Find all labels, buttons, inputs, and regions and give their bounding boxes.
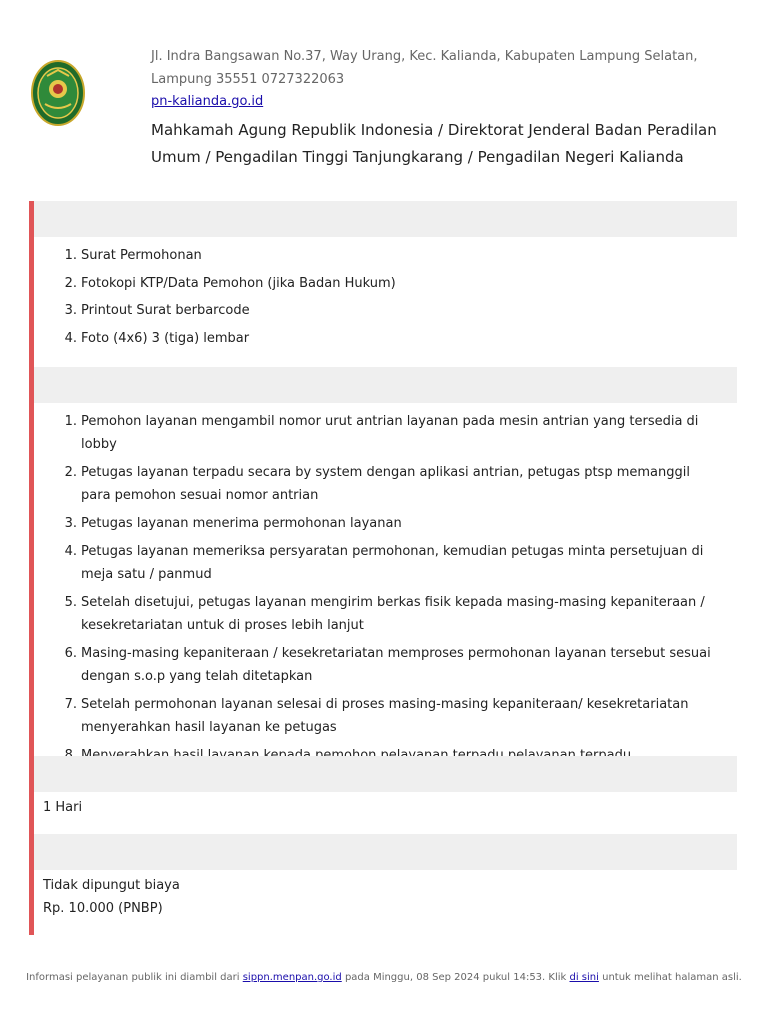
list-item: 2. Fotokopi KTP/Data Pemohon (jika Badan Hukum) (64, 275, 396, 291)
list-item: 6. Masing-masing kepaniteraan / kesekretariatan memproses permohonan layanan tersebut sesuai dengan s.o.p yang telah ditetapkan (64, 646, 711, 684)
list-item: 3. Printout Surat berbarcode (64, 303, 250, 318)
source-footer (0, 972, 768, 983)
list-item: 3. Petugas layanan menerima permohonan layanan (64, 516, 402, 531)
footer-middle: pada Minggu, 08 Sep 2024 pukul 14:53. Klik (344, 972, 567, 983)
list-item: 1. Surat Permohonan (64, 248, 202, 263)
organization-path: Mahkamah Agung Republik Indonesia / Direktorat Jenderal Badan Peradilan Umum / Pengadilan Tinggi Tanjungkarang / Pengadilan Negeri Kalianda (151, 121, 717, 166)
court-emblem-logo (31, 60, 85, 126)
list-item: 4. Petugas layanan memeriksa persyaratan permohonan, kemudian petugas minta persetujuan di meja satu / panmud (64, 544, 704, 582)
service-info-panel (29, 201, 737, 935)
requirements-section-header (34, 201, 737, 237)
source-link[interactable]: sippn.menpan.go.id (242, 972, 342, 983)
list-item: 1. Pemohon layanan mengambil nomor urut antrian layanan pada mesin antrian yang tersedia di lobby (64, 414, 699, 452)
list-item: 4. Foto (4x6) 3 (tiga) lembar (64, 330, 250, 346)
website-link[interactable]: pn-kalianda.go.id (151, 94, 264, 109)
cost-section-header (34, 834, 737, 870)
procedure-list (34, 410, 721, 772)
page-header (0, 0, 768, 190)
procedure-section-header (34, 367, 737, 403)
requirements-list (34, 246, 721, 356)
original-page-link[interactable]: di sini (569, 972, 599, 983)
service-duration: 1 Hari (43, 800, 83, 815)
list-item: 5. Setelah disetujui, petugas layanan mengirim berkas fisik kepada masing-masing kepaniteraan / kesekretariatan untuk di proses lebih lanjut (64, 595, 705, 633)
list-item: 2. Petugas layanan terpadu secara by system dengan aplikasi antrian, petugas ptsp memanggil para pemohon sesuai nomor antrian (64, 465, 690, 503)
footer-prefix: Informasi pelayanan publik ini diambil dari (26, 972, 240, 983)
service-cost-pnbp: Rp. 10.000 (PNBP) (43, 901, 163, 916)
list-item: 7. Setelah permohonan layanan selesai di proses masing-masing kepaniteraan/ kesekretariatan menyerahkan hasil layanan ke petugas (64, 697, 689, 735)
service-cost-free: Tidak dipungut biaya (43, 878, 180, 893)
duration-section-header (34, 756, 737, 792)
footer-suffix: untuk melihat halaman asli. (602, 972, 742, 983)
court-address: Jl. Indra Bangsawan No.37, Way Urang, Kec. Kalianda, Kabupaten Lampung Selatan, Lampung 35551 0727322063 (151, 49, 698, 87)
